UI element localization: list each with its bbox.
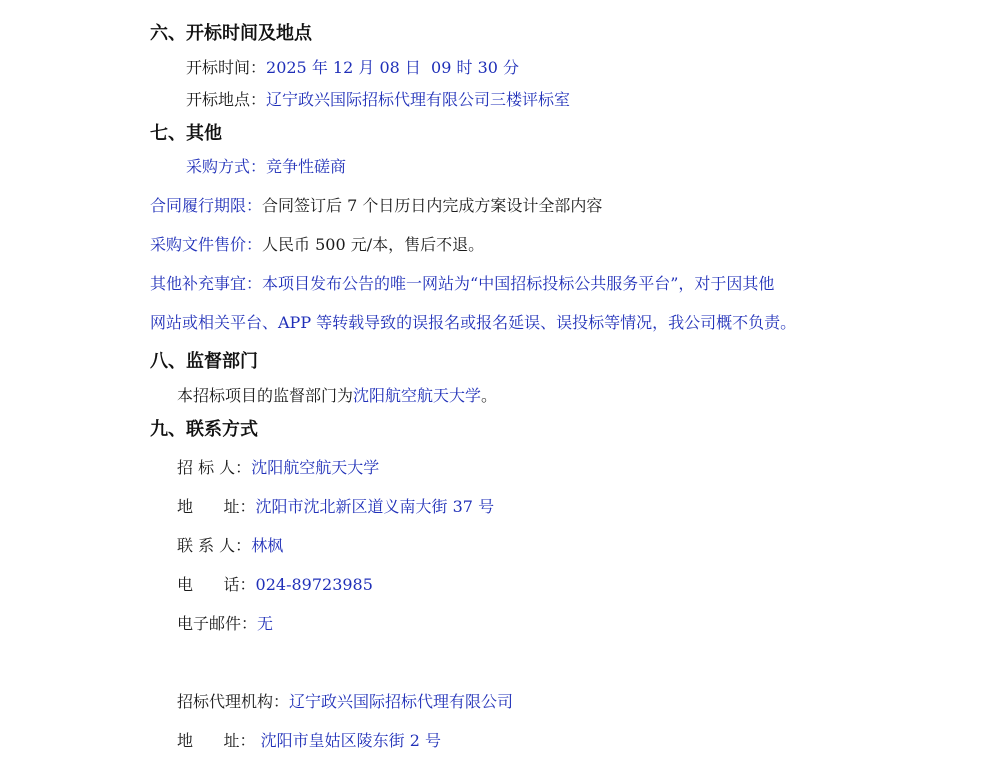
contract-period-label: 合同履行期限： bbox=[150, 196, 263, 215]
email-row bbox=[177, 613, 273, 635]
contact-person-label: 联 系 人： bbox=[177, 536, 252, 555]
email-value: 无 bbox=[257, 614, 274, 633]
agency-row bbox=[177, 691, 513, 713]
agency-address-row bbox=[177, 730, 441, 752]
supervision-suffix: 。 bbox=[481, 386, 498, 405]
supervision-prefix: 本招标项目的监督部门为 bbox=[177, 386, 354, 405]
procurement-method-label: 采购方式： bbox=[186, 157, 267, 176]
open-time-value: 2025 年 12 月 08 日 09 时 30 分 bbox=[266, 58, 520, 77]
procurement-method-row bbox=[186, 156, 346, 178]
contact-person-row bbox=[177, 535, 283, 557]
doc-price-value: 人民币 500 元/本，售后不退。 bbox=[262, 235, 485, 254]
email-label: 电子邮件： bbox=[177, 614, 258, 633]
tenderer-address-label: 地 址： bbox=[177, 497, 256, 516]
agency-label: 招标代理机构： bbox=[177, 692, 290, 711]
procurement-method-value: 竞争性磋商 bbox=[266, 157, 347, 176]
open-time-label: 开标时间： bbox=[186, 58, 267, 77]
open-time-row bbox=[186, 57, 519, 79]
section-7-heading: 七、其他 bbox=[150, 123, 222, 144]
other-matters-value-2: 网站或相关平台、APP 等转载导致的误报名或报名延误、误投标等情况，我公司概不负责。 bbox=[150, 313, 797, 332]
supervision-org: 沈阳航空航天大学 bbox=[353, 386, 482, 405]
open-place-row bbox=[186, 89, 570, 111]
tenderer-row bbox=[177, 457, 379, 479]
other-matters-label: 其他补充事宜： bbox=[150, 274, 263, 293]
tenderer-address-value: 沈阳市沈北新区道义南大街 37 号 bbox=[255, 497, 495, 516]
contract-period-row bbox=[150, 195, 602, 217]
doc-price-label: 采购文件售价： bbox=[150, 235, 263, 254]
phone-value: 024-89723985 bbox=[255, 575, 373, 594]
tenderer-address-row bbox=[177, 496, 494, 518]
tenderer-label: 招 标 人： bbox=[177, 458, 252, 477]
open-place-label: 开标地点： bbox=[186, 90, 267, 109]
tenderer-value: 沈阳航空航天大学 bbox=[251, 458, 380, 477]
section-6-heading: 六、开标时间及地点 bbox=[150, 23, 312, 44]
agency-address-label: 地 址： bbox=[177, 731, 256, 750]
supervision-row bbox=[177, 385, 497, 407]
contract-period-value: 合同签订后 7 个日历日内完成方案设计全部内容 bbox=[262, 196, 603, 215]
other-matters-row bbox=[150, 273, 774, 295]
doc-price-row bbox=[150, 234, 484, 256]
contact-person-value: 林枫 bbox=[251, 536, 284, 555]
other-matters-value-1: 本项目发布公告的唯一网站为“中国招标投标公共服务平台”，对于因其他 bbox=[262, 274, 775, 293]
phone-label: 电 话： bbox=[177, 575, 256, 594]
section-9-heading: 九、联系方式 bbox=[150, 419, 258, 440]
section-8-heading: 八、监督部门 bbox=[150, 351, 258, 372]
open-place-value: 辽宁政兴国际招标代理有限公司三楼评标室 bbox=[266, 90, 571, 109]
agency-value: 辽宁政兴国际招标代理有限公司 bbox=[289, 692, 514, 711]
agency-address-value: 沈阳市皇姑区陵东街 2 号 bbox=[255, 731, 441, 750]
phone-row bbox=[177, 574, 373, 596]
